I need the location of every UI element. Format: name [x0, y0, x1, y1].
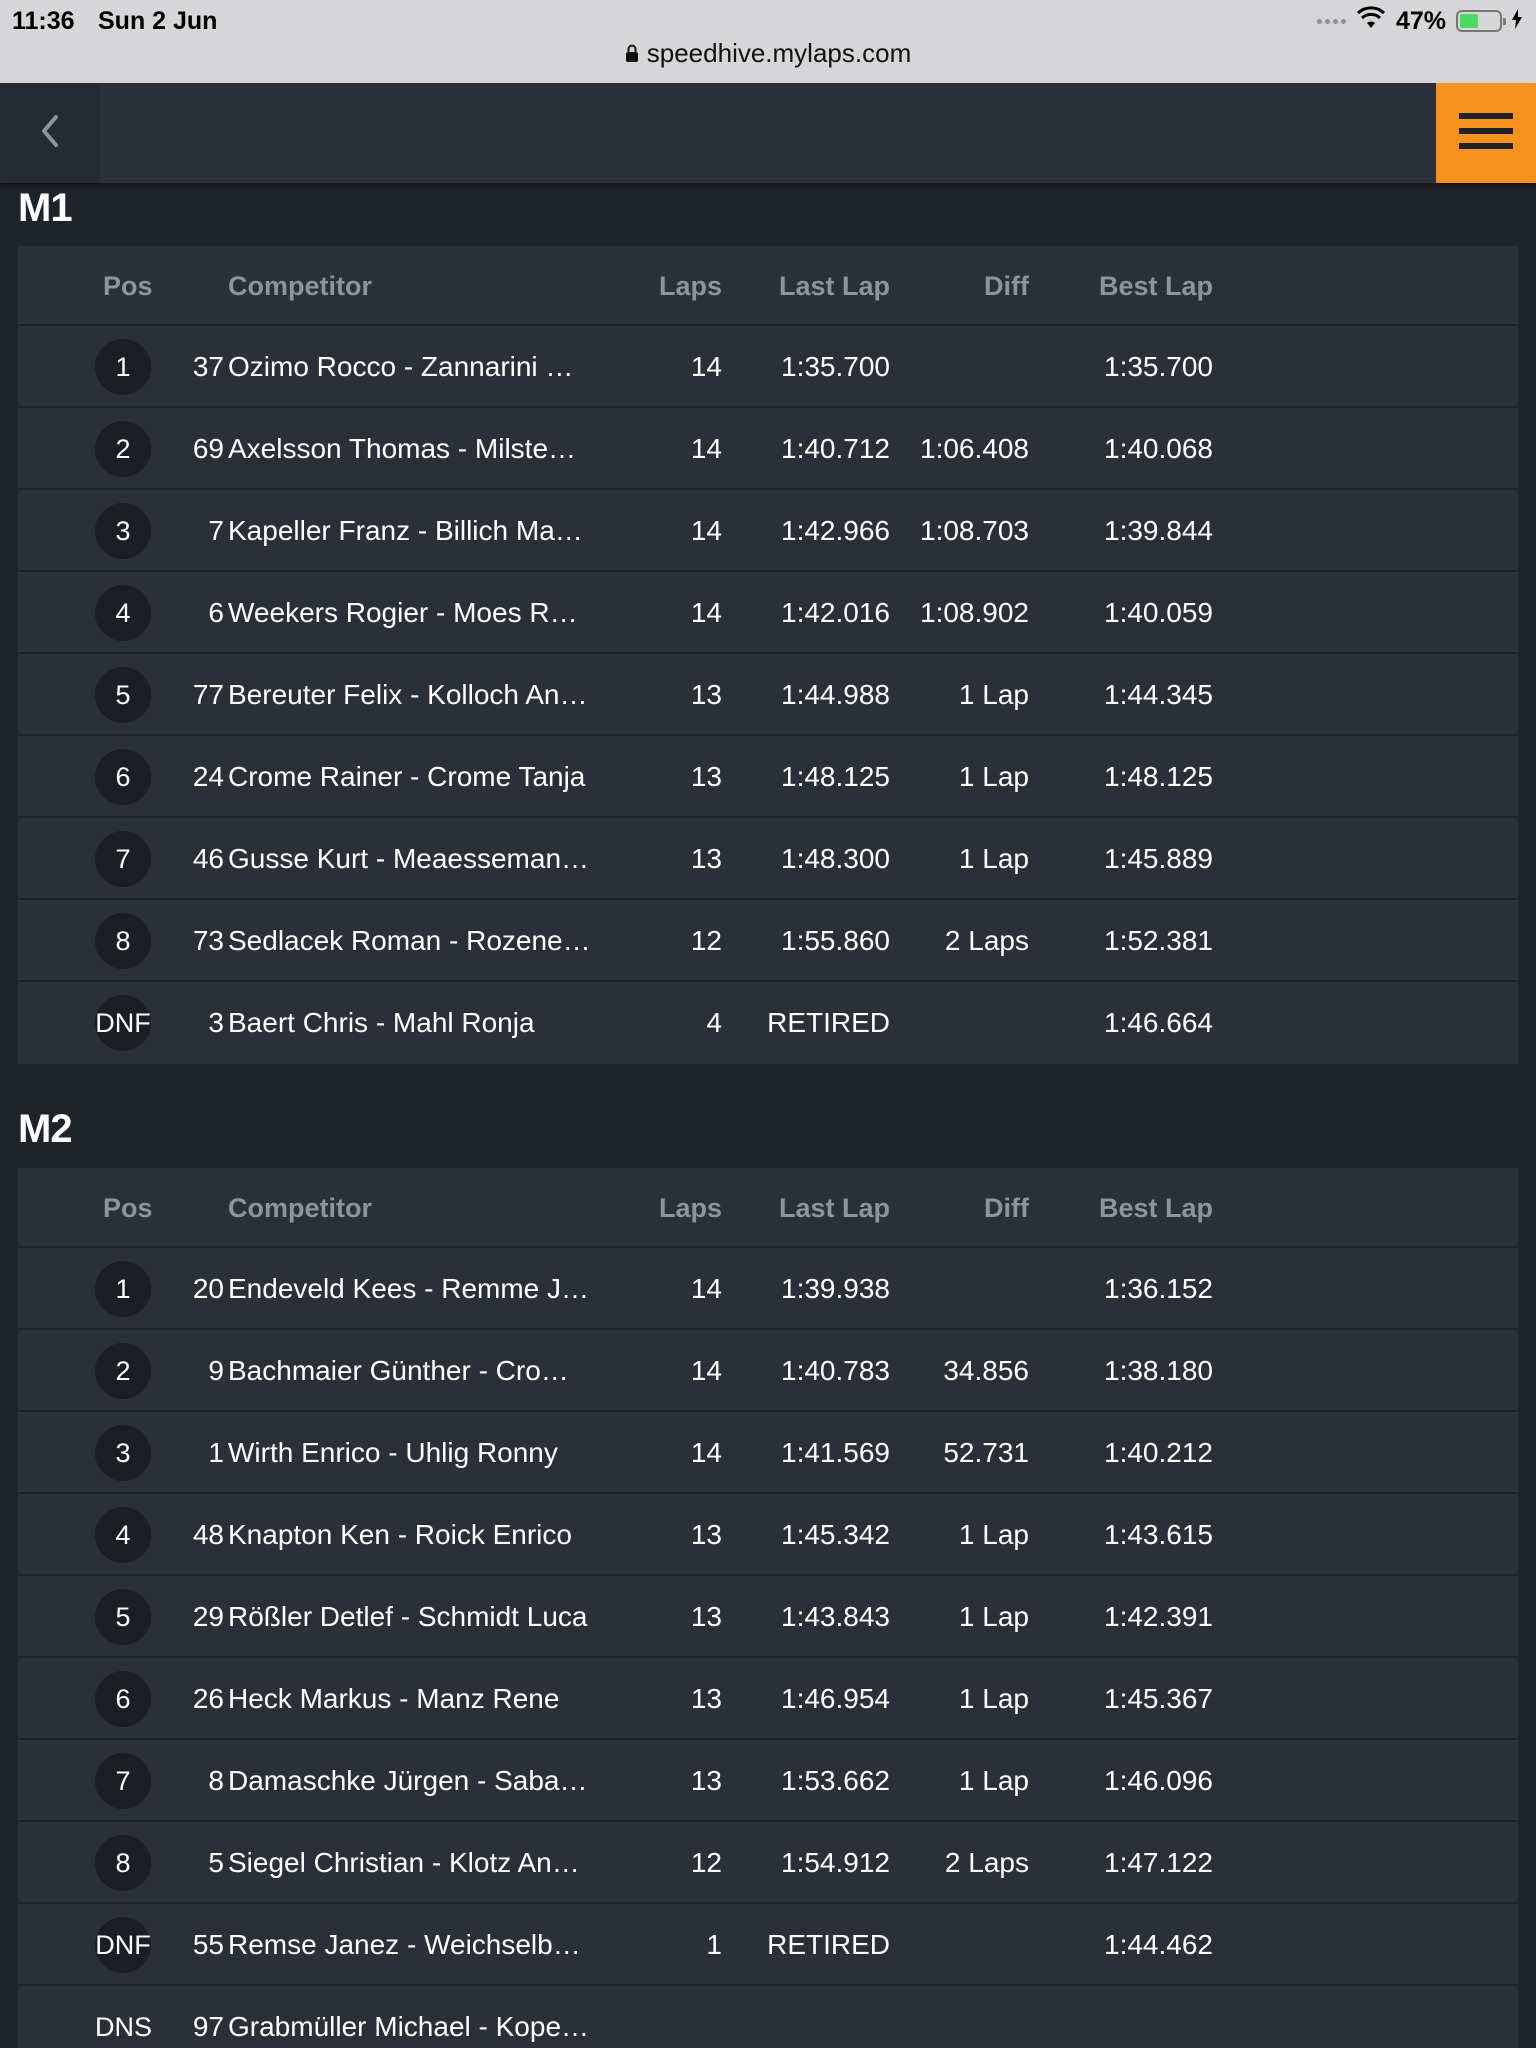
competitor-name: Gusse Kurt - Meaesseman…: [228, 843, 590, 874]
competitor-name: Siegel Christian - Klotz An…: [228, 1847, 580, 1878]
laps-count: 13: [690, 679, 722, 710]
table-row[interactable]: [18, 572, 1518, 654]
car-number: 9: [208, 1355, 224, 1386]
diff-value: 1 Lap: [958, 1683, 1029, 1714]
laps-count: 4: [706, 1007, 722, 1038]
table-row[interactable]: [18, 654, 1518, 736]
competitor-name: Axelsson Thomas - Milste…: [228, 433, 577, 464]
position-badge: 1: [95, 1261, 151, 1317]
best-lap-time: 1:46.664: [1104, 1007, 1213, 1038]
hamburger-menu-icon: [1459, 111, 1513, 156]
laps-count: 14: [690, 351, 722, 382]
diff-value: 2 Laps: [944, 925, 1029, 956]
best-lap-time: 1:36.152: [1104, 1273, 1213, 1304]
diff-value: [898, 1986, 1029, 2048]
best-lap-time: 1:46.096: [1104, 1765, 1213, 1796]
status-date: Sun 2 Jun: [98, 7, 218, 35]
class-title-m1: M1: [18, 186, 72, 230]
laps-count: 14: [690, 1273, 722, 1304]
car-number: 20: [192, 1273, 224, 1304]
laps-count: 13: [690, 843, 722, 874]
competitor-name: Kapeller Franz - Billich Ma…: [228, 515, 583, 546]
col-best-lap[interactable]: Best Lap: [1098, 1193, 1213, 1223]
car-number: 55: [192, 1929, 224, 1960]
last-lap-time: 1:45.342: [781, 1519, 890, 1550]
last-lap-time: 1:41.569: [781, 1437, 890, 1468]
diff-value: [898, 1904, 1029, 1986]
chevron-left-icon: [38, 113, 62, 154]
table-row[interactable]: [18, 1412, 1518, 1494]
last-lap-time: 1:39.938: [781, 1273, 890, 1304]
best-lap-time: [1038, 1986, 1213, 2048]
table-row[interactable]: [18, 1658, 1518, 1740]
table-row[interactable]: [18, 1576, 1518, 1658]
diff-value: 1:06.408: [920, 433, 1029, 464]
best-lap-time: 1:44.345: [1104, 679, 1213, 710]
laps-count: [608, 1986, 722, 2048]
col-pos[interactable]: Pos: [103, 1193, 153, 1223]
best-lap-time: 1:44.462: [1104, 1929, 1213, 1960]
diff-value: 1:08.703: [920, 515, 1029, 546]
col-diff[interactable]: Diff: [984, 271, 1029, 301]
position-badge: DNF: [95, 1917, 151, 1973]
car-number: 48: [192, 1519, 224, 1550]
table-header: [18, 246, 1518, 326]
competitor-name: Bachmaier Günther - Cro…: [228, 1355, 569, 1386]
car-number: 46: [192, 843, 224, 874]
last-lap-time: 1:35.700: [781, 351, 890, 382]
position-badge: 8: [95, 1835, 151, 1891]
charging-icon: [1512, 7, 1522, 36]
wifi-icon: [1356, 6, 1386, 37]
position-badge: 8: [95, 913, 151, 969]
competitor-name: Wirth Enrico - Uhlig Ronny: [228, 1437, 558, 1468]
table-row[interactable]: [18, 490, 1518, 572]
best-lap-time: 1:45.367: [1104, 1683, 1213, 1714]
position-badge: 5: [95, 667, 151, 723]
laps-count: 14: [690, 597, 722, 628]
car-number: 6: [208, 597, 224, 628]
diff-value: 1 Lap: [958, 843, 1029, 874]
competitor-name: Grabmüller Michael - Kope…: [228, 2011, 590, 2042]
diff-value: [898, 1248, 1029, 1330]
laps-count: 12: [690, 925, 722, 956]
status-indicators: [1317, 6, 1522, 36]
col-laps[interactable]: Laps: [658, 1193, 722, 1223]
last-lap-time: RETIRED: [767, 1929, 890, 1960]
table-row[interactable]: [18, 1248, 1518, 1330]
diff-value: 52.731: [943, 1437, 1029, 1468]
last-lap-time: [728, 1986, 890, 2048]
table-row[interactable]: [18, 1986, 1518, 2048]
table-header: [18, 1168, 1518, 1248]
position-badge: 7: [95, 1753, 151, 1809]
col-last-lap[interactable]: Last Lap: [778, 271, 890, 301]
menu-button[interactable]: [1436, 83, 1536, 183]
class-title-m2: M2: [18, 1107, 72, 1151]
laps-count: 1: [706, 1929, 722, 1960]
car-number: 97: [192, 2011, 224, 2042]
last-lap-time: RETIRED: [767, 1007, 890, 1038]
table-row[interactable]: [18, 1904, 1518, 1986]
results-table-m1: [18, 246, 1518, 1064]
car-number: 37: [192, 351, 224, 382]
back-button[interactable]: [0, 83, 100, 183]
laps-count: 14: [690, 1355, 722, 1386]
table-row[interactable]: [18, 736, 1518, 818]
battery-level: [1460, 14, 1478, 28]
lock-icon: [625, 38, 639, 69]
table-row[interactable]: [18, 982, 1518, 1064]
diff-value: 34.856: [943, 1355, 1029, 1386]
best-lap-time: 1:43.615: [1104, 1519, 1213, 1550]
app-header: [0, 83, 1536, 183]
car-number: 24: [192, 761, 224, 792]
competitor-name: Baert Chris - Mahl Ronja: [228, 1007, 535, 1038]
best-lap-time: 1:39.844: [1104, 515, 1213, 546]
car-number: 1: [208, 1437, 224, 1468]
laps-count: 13: [690, 1519, 722, 1550]
diff-value: 1 Lap: [958, 1765, 1029, 1796]
table-row[interactable]: [18, 408, 1518, 490]
table-row[interactable]: [18, 1330, 1518, 1412]
diff-value: [898, 326, 1029, 408]
last-lap-time: 1:55.860: [781, 925, 890, 956]
col-best-lap[interactable]: Best Lap: [1098, 271, 1213, 301]
laps-count: 13: [690, 1765, 722, 1796]
last-lap-time: 1:43.843: [781, 1601, 890, 1632]
col-diff[interactable]: Diff: [984, 1193, 1029, 1223]
laps-count: 14: [690, 1437, 722, 1468]
position-badge: 4: [95, 1507, 151, 1563]
last-lap-time: 1:53.662: [781, 1765, 890, 1796]
battery-icon: [1456, 10, 1502, 32]
table-body: [18, 326, 1518, 1064]
laps-count: 14: [690, 515, 722, 546]
table-row[interactable]: [18, 900, 1518, 982]
results-table-m2: [18, 1168, 1518, 2048]
last-lap-time: 1:40.712: [781, 433, 890, 464]
car-number: 7: [208, 515, 224, 546]
last-lap-time: 1:40.783: [781, 1355, 890, 1386]
position-badge: 6: [95, 1671, 151, 1727]
col-pos[interactable]: Pos: [103, 271, 153, 301]
table-body: [18, 1248, 1518, 2048]
table-row[interactable]: [18, 1740, 1518, 1822]
car-number: 73: [192, 925, 224, 956]
last-lap-time: 1:48.125: [781, 761, 890, 792]
status-time: 11:36: [12, 7, 75, 35]
competitor-name: Weekers Rogier - Moes R…: [228, 597, 578, 628]
last-lap-time: 1:42.016: [781, 597, 890, 628]
position-badge: 3: [95, 1425, 151, 1481]
competitor-name: Rößler Detlef - Schmidt Luca: [228, 1601, 588, 1632]
best-lap-time: 1:40.212: [1104, 1437, 1213, 1468]
competitor-name: Sedlacek Roman - Rozene…: [228, 925, 591, 956]
position-badge: DNF: [95, 995, 151, 1051]
diff-value: 1 Lap: [958, 679, 1029, 710]
position-badge: 2: [95, 421, 151, 477]
table-row[interactable]: [18, 1822, 1518, 1904]
url-text[interactable]: speedhive.mylaps.com: [646, 38, 912, 68]
last-lap-time: 1:42.966: [781, 515, 890, 546]
laps-count: 13: [690, 1601, 722, 1632]
competitor-name: Crome Rainer - Crome Tanja: [228, 761, 586, 792]
last-lap-time: 1:44.988: [781, 679, 890, 710]
position-badge: 6: [95, 749, 151, 805]
best-lap-time: 1:42.391: [1104, 1601, 1213, 1632]
best-lap-time: 1:40.068: [1104, 433, 1213, 464]
table-row[interactable]: [18, 818, 1518, 900]
position-badge: DNS: [95, 2012, 153, 2042]
position-badge: 1: [95, 339, 151, 395]
diff-value: 1 Lap: [958, 1601, 1029, 1632]
col-competitor[interactable]: Competitor: [228, 271, 372, 301]
laps-count: 12: [690, 1847, 722, 1878]
diff-value: 2 Laps: [944, 1847, 1029, 1878]
best-lap-time: 1:45.889: [1104, 843, 1213, 874]
car-number: 29: [192, 1601, 224, 1632]
col-competitor[interactable]: Competitor: [228, 1193, 372, 1223]
competitor-name: Ozimo Rocco - Zannarini …: [228, 351, 574, 382]
status-bar: [0, 0, 1536, 83]
position-badge: 4: [95, 585, 151, 641]
diff-value: [898, 982, 1029, 1064]
last-lap-time: 1:48.300: [781, 843, 890, 874]
address-bar[interactable]: [0, 38, 1536, 69]
position-badge: 7: [95, 831, 151, 887]
car-number: 3: [208, 1007, 224, 1038]
car-number: 69: [192, 433, 224, 464]
last-lap-time: 1:54.912: [781, 1847, 890, 1878]
car-number: 77: [192, 679, 224, 710]
car-number: 26: [192, 1683, 224, 1714]
competitor-name: Remse Janez - Weichselb…: [228, 1929, 581, 1960]
competitor-name: Heck Markus - Manz Rene: [228, 1683, 560, 1714]
table-row[interactable]: [18, 1494, 1518, 1576]
battery-percent: 47%: [1395, 6, 1446, 35]
competitor-name: Endeveld Kees - Remme J…: [228, 1273, 590, 1304]
competitor-name: Knapton Ken - Roick Enrico: [228, 1519, 572, 1550]
col-last-lap[interactable]: Last Lap: [778, 1193, 890, 1223]
diff-value: 1 Lap: [958, 761, 1029, 792]
col-laps[interactable]: Laps: [658, 271, 722, 301]
position-badge: 3: [95, 503, 151, 559]
best-lap-time: 1:40.059: [1104, 597, 1213, 628]
diff-value: 1:08.902: [920, 597, 1029, 628]
competitor-name: Damaschke Jürgen - Saba…: [228, 1765, 588, 1796]
laps-count: 13: [690, 1683, 722, 1714]
best-lap-time: 1:52.381: [1104, 925, 1213, 956]
car-number: 8: [208, 1765, 224, 1796]
table-row[interactable]: [18, 326, 1518, 408]
best-lap-time: 1:47.122: [1104, 1847, 1213, 1878]
laps-count: 14: [690, 433, 722, 464]
laps-count: 13: [690, 761, 722, 792]
position-badge: 5: [95, 1589, 151, 1645]
cellular-signal-icon: [1317, 19, 1346, 24]
position-badge: 2: [95, 1343, 151, 1399]
last-lap-time: 1:46.954: [781, 1683, 890, 1714]
diff-value: 1 Lap: [958, 1519, 1029, 1550]
best-lap-time: 1:35.700: [1104, 351, 1213, 382]
best-lap-time: 1:38.180: [1104, 1355, 1213, 1386]
competitor-name: Bereuter Felix - Kolloch An…: [228, 679, 588, 710]
best-lap-time: 1:48.125: [1104, 761, 1213, 792]
car-number: 5: [208, 1847, 224, 1878]
